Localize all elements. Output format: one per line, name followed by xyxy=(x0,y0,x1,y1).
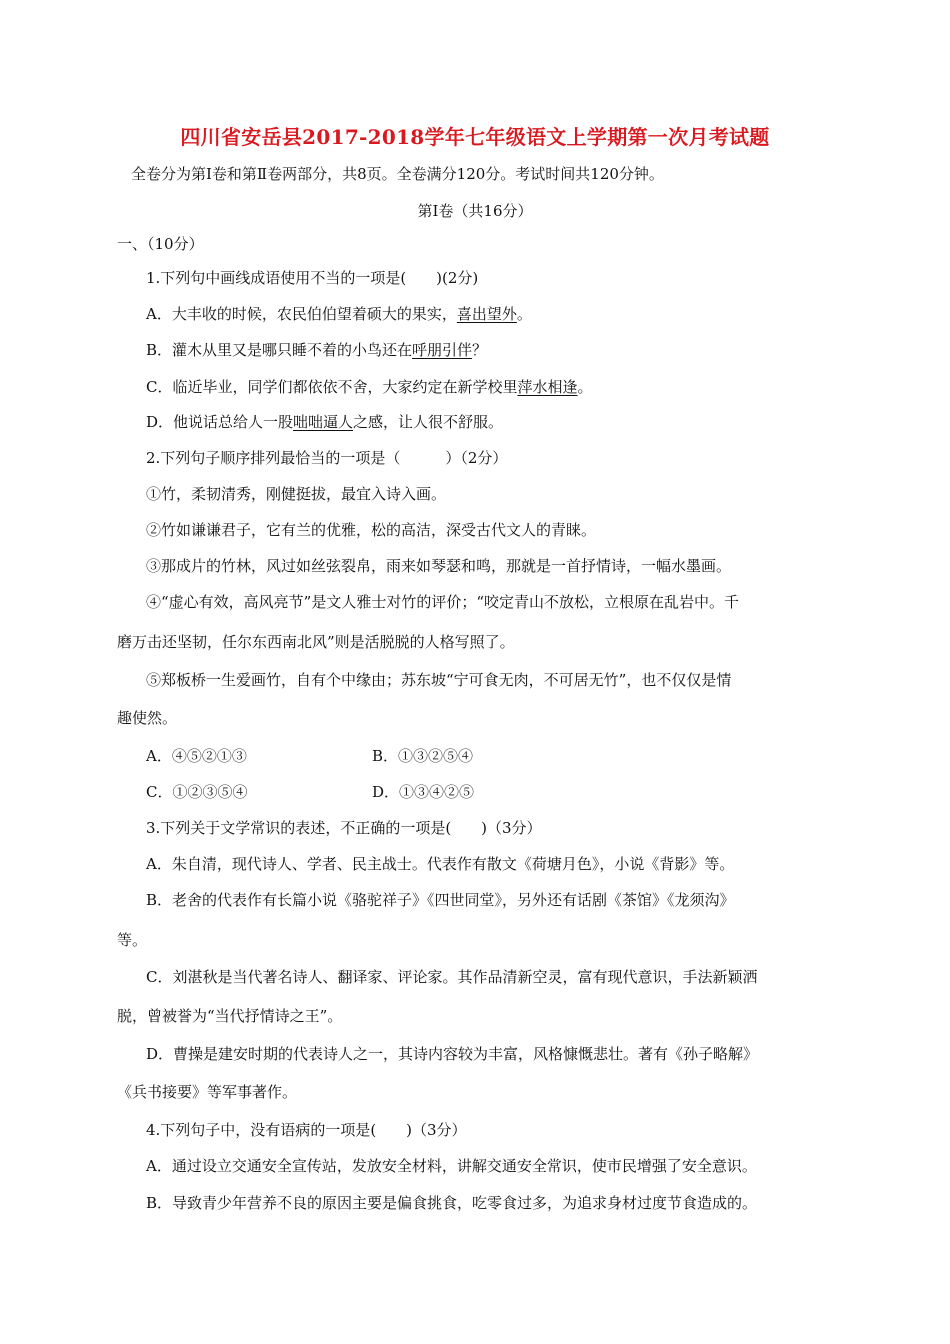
q3-option-c-line1: C．刘湛秋是当代著名诗人、翻译家、评论家。其作品清新空灵，富有现代意识，手法新颖洒 xyxy=(146,968,758,986)
q1-option-b xyxy=(146,340,487,360)
q1-b-underlined-idiom: 呼朋引伴 xyxy=(412,341,473,359)
q2-stem: 2.下列句子顺序排列最恰当的一项是（ ）（2分） xyxy=(146,449,508,467)
q4-option-a: A．通过设立交通安全宣传站，发放安全材料，讲解交通安全常识，使市民增强了安全意识。 xyxy=(146,1157,757,1175)
q2-sentence-5-line1: ⑤郑板桥一生爱画竹，自有个中缘由；苏东坡“宁可食无肉，不可居无竹”，也不仅仅是情 xyxy=(146,671,732,689)
q2-option-c: C．①②③⑤④ xyxy=(146,783,248,801)
q1-d-underlined-idiom: 咄咄逼人 xyxy=(293,413,354,431)
q4-option-b: B．导致青少年营养不良的原因主要是偏食挑食，吃零食过多，为追求身材过度节食造成的。 xyxy=(146,1194,758,1212)
exam-intro: 全卷分为第Ⅰ卷和第Ⅱ卷两部分，共8页。全卷满分120分。考试时间共120分钟。 xyxy=(131,165,664,183)
q2-option-b: B．①③②⑤④ xyxy=(372,747,474,765)
q2-sentence-5-line2: 趣使然。 xyxy=(117,709,178,727)
q3-option-b-line1: B．老舍的代表作有长篇小说《骆驼祥子》《四世同堂》，另外还有话剧《茶馆》《龙须沟》 xyxy=(146,891,735,909)
q4-stem: 4.下列句子中，没有语病的一项是( )（3分） xyxy=(146,1121,467,1139)
q1-c-text: C．临近毕业，同学们都依依不舍，大家约定在新学校里 xyxy=(146,378,518,396)
q1-option-c xyxy=(146,377,593,397)
q1-a-end: 。 xyxy=(516,305,532,323)
q2-sentence-4-line2: 磨万击还坚韧，任尔东西南北风”则是活脱脱的人格写照了。 xyxy=(117,633,515,651)
q3-option-c-line2: 脱，曾被誉为“当代抒情诗之王”。 xyxy=(117,1007,343,1025)
q1-b-end: ？ xyxy=(472,341,488,359)
q2-option-a: A．④⑤②①③ xyxy=(146,747,247,765)
q2-option-d: D．①③④②⑤ xyxy=(372,783,475,801)
q1-a-underlined-idiom: 喜出望外 xyxy=(456,305,517,323)
q1-option-d xyxy=(146,412,503,432)
exam-title: 四川省安岳县2017-2018学年七年级语文上学期第一次月考试题 xyxy=(180,125,770,149)
q3-stem: 3.下列关于文学常识的表述，不正确的一项是( )（3分） xyxy=(146,819,542,837)
q1-stem: 1.下列句中画线成语使用不当的一项是( )(2分) xyxy=(146,269,479,287)
q1-option-a xyxy=(146,304,532,324)
q3-option-a: A．朱自清，现代诗人、学者、民主战士。代表作有散文《荷塘月色》，小说《背影》等。 xyxy=(146,855,735,873)
section-title: 第Ⅰ卷（共16分） xyxy=(417,202,533,220)
q2-sentence-4-line1: ④“虚心有效，高风亮节”是文人雅士对竹的评价；“咬定青山不放松，立根原在乱岩中。千 xyxy=(146,593,740,611)
q1-c-underlined-idiom: 萍水相逢 xyxy=(517,378,578,396)
q1-b-text: B．灌木从里又是哪只睡不着的小鸟还在 xyxy=(146,341,413,359)
q2-sentence-2: ②竹如谦谦君子，它有兰的优雅，松的高洁，深受古代文人的青睐。 xyxy=(146,521,597,539)
q1-d-end: 之感，让人很不舒服。 xyxy=(353,413,504,431)
q1-a-text: A．大丰收的时候，农民伯伯望着硕大的果实， xyxy=(146,305,457,323)
q1-d-text: D．他说话总给人一股 xyxy=(146,413,294,431)
q3-option-d-line1: D．曹操是建安时期的代表诗人之一，其诗内容较为丰富，风格慷慨悲壮。著有《孙子略解》 xyxy=(146,1045,759,1063)
part-heading: 一、（10分） xyxy=(117,235,204,253)
q3-option-d-line2: 《兵书接要》等军事著作。 xyxy=(117,1083,298,1101)
q1-c-end: 。 xyxy=(577,378,593,396)
q3-option-b-line2: 等。 xyxy=(117,931,148,949)
q2-sentence-1: ①竹，柔韧清秀，刚健挺拔，最宜入诗入画。 xyxy=(146,485,447,503)
q2-sentence-3: ③那成片的竹林，风过如丝弦裂帛，雨来如琴瑟和鸣，那就是一首抒情诗，一幅水墨画。 xyxy=(146,557,732,575)
